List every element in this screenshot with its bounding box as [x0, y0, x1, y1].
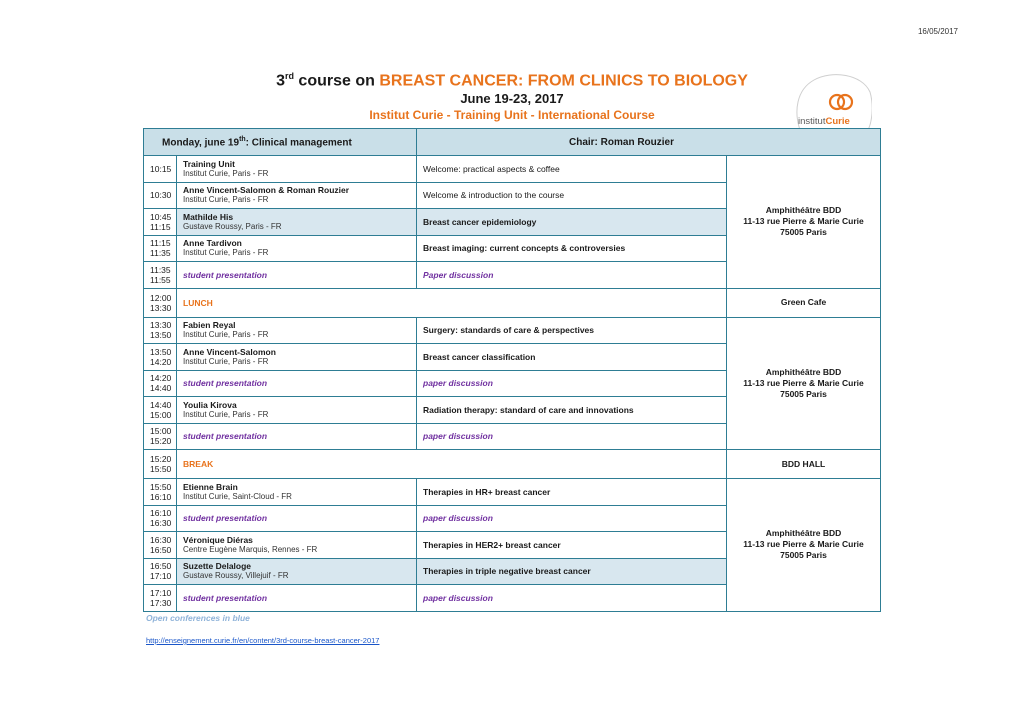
session-topic: paper discussion: [417, 585, 727, 612]
session-topic: paper discussion: [417, 423, 727, 450]
end-time: 16:50: [150, 544, 172, 555]
venue-line2: 11-13 rue Pierre & Marie Curie: [743, 539, 864, 550]
time-slot: [144, 344, 177, 371]
time-slot: [144, 397, 177, 424]
student-presentation: student presentation: [177, 423, 417, 450]
start-time: 13:50: [150, 346, 172, 357]
end-time: 11:55: [150, 274, 171, 285]
schedule-table: [143, 128, 881, 612]
session-venue: [727, 479, 881, 612]
break-venue: BDD HALL: [727, 450, 881, 479]
session-topic: paper discussion: [417, 505, 727, 532]
session-topic: Breast cancer classification: [417, 344, 727, 371]
institut-curie-logo: [792, 72, 872, 134]
start-time: 16:10: [150, 508, 172, 519]
start-time: 14:40: [150, 399, 172, 410]
time-slot: [144, 585, 177, 612]
time-slot: [144, 532, 177, 559]
title-prefix: course on: [293, 72, 380, 90]
schedule-row: [144, 450, 881, 479]
start-time: 17:10: [150, 587, 172, 598]
schedule-row: [144, 156, 881, 183]
speaker: [177, 182, 417, 209]
day-heading: Monday, june 19th: Clinical management: [144, 129, 417, 156]
time-slot: [144, 182, 177, 209]
end-time: 13:50: [150, 330, 172, 341]
time-slot: [144, 558, 177, 585]
venue-line3: 75005 Paris: [780, 550, 827, 561]
venue-line3: 75005 Paris: [780, 388, 827, 399]
session-topic: Surgery: standards of care & perspectives: [417, 317, 727, 344]
venue-line2: 11-13 rue Pierre & Marie Curie: [743, 377, 864, 388]
break-label: BREAK: [177, 450, 727, 479]
session-venue: [727, 317, 881, 450]
speaker: [177, 156, 417, 183]
speaker-name: Mathilde His: [183, 211, 234, 222]
schedule-row: [144, 288, 881, 317]
end-time: 14:20: [150, 356, 172, 367]
course-dates: June 19-23, 2017: [460, 91, 564, 106]
student-presentation: student presentation: [177, 370, 417, 397]
break-venue: Green Cafe: [727, 288, 881, 317]
session-topic: Paper discussion: [417, 262, 727, 289]
speaker-institution: Institut Curie, Paris - FR: [183, 168, 269, 178]
end-time: 11:35: [150, 248, 171, 259]
course-organizer: Institut Curie - Training Unit - International Course: [369, 108, 655, 122]
start-time: 11:15: [150, 238, 171, 249]
speaker: [177, 344, 417, 371]
speaker-institution: Institut Curie, Paris - FR: [183, 409, 269, 419]
time-slot: [144, 288, 177, 317]
start-time: 15:20: [150, 454, 172, 464]
student-presentation: student presentation: [177, 585, 417, 612]
end-time: 11:15: [150, 221, 171, 232]
speaker-name: Anne Vincent-Salomon: [183, 346, 276, 357]
speaker-institution: Institut Curie, Paris - FR: [183, 356, 269, 366]
start-time: 12:00: [150, 292, 172, 303]
document-date: 16/05/2017: [917, 27, 958, 36]
session-topic: Welcome: practical aspects & coffee: [417, 156, 727, 183]
speaker: [177, 558, 417, 585]
venue-line1: Amphithéâtre BDD: [765, 528, 842, 539]
session-venue: [727, 156, 881, 289]
time-slot: [144, 262, 177, 289]
title-ordinal: 3: [276, 72, 285, 90]
schedule-row: [144, 479, 881, 506]
time-slot: [144, 505, 177, 532]
end-time: 13:30: [150, 302, 172, 313]
time-slot: [144, 235, 177, 262]
speaker-name: Youlia Kirova: [183, 399, 237, 410]
chair-heading: Chair: Roman Rouzier: [417, 129, 881, 156]
start-time: 11:35: [150, 264, 171, 275]
speaker-institution: Gustave Roussy, Villejuif - FR: [183, 571, 289, 581]
title-ordinal-suffix: rd: [284, 71, 294, 81]
time-slot: [144, 370, 177, 397]
time-slot: [144, 450, 177, 479]
schedule-header-row: [144, 129, 881, 156]
venue-line1: Amphithéâtre BDD: [765, 366, 842, 377]
session-topic: Welcome & introduction to the course: [417, 182, 727, 209]
speaker: [177, 479, 417, 506]
course-link[interactable]: http://enseignement.curie.fr/en/content/3rd-course-breast-cancer-2017: [146, 636, 380, 645]
student-presentation: student presentation: [177, 262, 417, 289]
venue-line2: 11-13 rue Pierre & Marie Curie: [743, 216, 864, 227]
end-time: 17:30: [150, 597, 172, 608]
speaker-name: Anne Vincent-Salomon & Roman Rouzier: [183, 185, 350, 196]
session-topic: paper discussion: [417, 370, 727, 397]
speaker-name: Training Unit: [183, 158, 235, 169]
speaker: [177, 317, 417, 344]
break-label: LUNCH: [177, 288, 727, 317]
schedule-row: [144, 317, 881, 344]
speaker-institution: Institut Curie, Paris - FR: [183, 195, 269, 205]
end-time: 17:10: [150, 571, 172, 582]
speaker-name: Fabien Reyal: [183, 320, 236, 331]
end-time: 15:00: [150, 409, 172, 420]
speaker: [177, 532, 417, 559]
speaker-name: Etienne Brain: [183, 481, 238, 492]
end-time: 15:50: [150, 464, 172, 474]
start-time: 15:50: [150, 481, 172, 492]
time-slot: [144, 156, 177, 183]
start-time: 10:15: [150, 163, 172, 174]
speaker: [177, 235, 417, 262]
start-time: 10:30: [150, 190, 172, 201]
time-slot: [144, 317, 177, 344]
speaker-institution: Centre Eugène Marquis, Rennes - FR: [183, 544, 318, 554]
speaker-institution: Institut Curie, Saint-Cloud - FR: [183, 491, 292, 501]
speaker-institution: Institut Curie, Paris - FR: [183, 248, 269, 258]
time-slot: [144, 423, 177, 450]
speaker-institution: Gustave Roussy, Paris - FR: [183, 221, 282, 231]
venue-line1: Amphithéâtre BDD: [765, 205, 842, 216]
speaker: [177, 397, 417, 424]
end-time: 15:20: [150, 436, 172, 447]
start-time: 13:30: [150, 320, 172, 331]
svg-text:institutCurie: institutCurie: [798, 116, 850, 127]
end-time: 16:10: [150, 491, 172, 502]
speaker-institution: Institut Curie, Paris - FR: [183, 330, 269, 340]
student-presentation: student presentation: [177, 505, 417, 532]
start-time: 10:45: [150, 211, 172, 222]
start-time: 14:20: [150, 373, 172, 384]
speaker-name: Véronique Diéras: [183, 534, 253, 545]
open-conferences-note: Open conferences in blue: [146, 613, 250, 623]
end-time: 14:40: [150, 383, 172, 394]
time-slot: [144, 479, 177, 506]
session-topic: Breast cancer epidemiology: [417, 209, 727, 236]
start-time: 15:00: [150, 426, 172, 437]
start-time: 16:50: [150, 561, 172, 572]
session-topic: Therapies in HER2+ breast cancer: [417, 532, 727, 559]
speaker-name: Anne Tardivon: [183, 238, 242, 249]
time-slot: [144, 209, 177, 236]
speaker: [177, 209, 417, 236]
session-topic: Radiation therapy: standard of care and innovations: [417, 397, 727, 424]
venue-line3: 75005 Paris: [780, 227, 827, 238]
speaker-name: Suzette Delaloge: [183, 561, 252, 572]
session-topic: Therapies in HR+ breast cancer: [417, 479, 727, 506]
end-time: 16:30: [150, 518, 172, 529]
session-topic: Breast imaging: current concepts & controversies: [417, 235, 727, 262]
session-topic: Therapies in triple negative breast cancer: [417, 558, 727, 585]
title-accent: BREAST CANCER: FROM CLINICS TO BIOLOGY: [379, 72, 748, 90]
start-time: 16:30: [150, 534, 172, 545]
